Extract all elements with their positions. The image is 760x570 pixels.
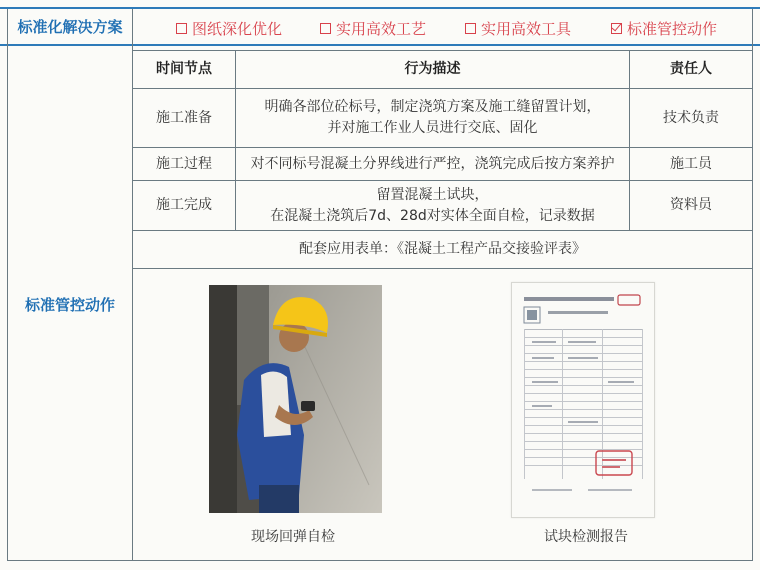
right-border [752, 9, 753, 561]
option-standard-control[interactable] [611, 18, 717, 39]
option-label: 实用高效工艺 [336, 20, 427, 38]
row1-description [236, 89, 629, 147]
option-label: 标准管控动作 [627, 20, 718, 38]
specimen-test-report-image [511, 282, 655, 518]
header-owner: 责任人 [670, 61, 712, 77]
section-label: 标准管控动作 [24, 296, 115, 314]
checked-checkbox-icon [611, 23, 622, 34]
header-time-node: 时间节点 [156, 61, 212, 77]
option-label: 图纸深化优化 [192, 20, 283, 38]
form-note-rule [132, 268, 753, 269]
site-photo-illustration [209, 285, 382, 513]
row3-description [236, 181, 629, 230]
site-rebound-test-photo [209, 285, 382, 513]
option-label: 实用高效工具 [481, 20, 572, 38]
solution-row-label: 标准化解决方案 [17, 18, 123, 36]
report-document-illustration [512, 283, 654, 517]
row1-stage: 施工准备 [156, 109, 212, 126]
description-line: 留置混凝土试块， [376, 186, 489, 203]
top-rule [0, 7, 760, 9]
row1-owner: 技术负责 [663, 109, 719, 126]
row2-description: 对不同标号混凝土分界线进行严控，浇筑完成后按方案养护 [250, 155, 615, 172]
site-photo-caption: 现场回弹自检 [251, 529, 335, 545]
row3-stage: 施工完成 [156, 197, 212, 213]
bottom-border [7, 560, 753, 561]
row2-owner: 施工员 [670, 155, 712, 172]
option-drawing-optimization[interactable] [176, 18, 282, 39]
checkbox-icon [176, 23, 187, 34]
checkbox-icon [465, 23, 476, 34]
header-description: 行为描述 [404, 61, 461, 77]
description-line: 在混凝土浇筑后7d、28d对实体全面自检，记录数据 [270, 207, 595, 224]
left-border [7, 9, 8, 561]
description-line: 明确各部位砼标号，制定浇筑方案及施工缝留置计划， [264, 99, 601, 115]
header-row-rule [0, 44, 760, 46]
row2-stage: 施工过程 [156, 155, 212, 172]
form-note: 配套应用表单：《混凝土工程产品交接验评表》 [299, 241, 586, 257]
checkbox-icon [320, 23, 331, 34]
row3-owner: 资料员 [670, 197, 712, 213]
description-line: 并对施工作业人员进行交底、固化 [327, 120, 538, 136]
report-caption: 试块检测报告 [544, 529, 628, 545]
option-efficient-process[interactable] [320, 18, 426, 39]
option-efficient-tools[interactable] [465, 18, 571, 39]
